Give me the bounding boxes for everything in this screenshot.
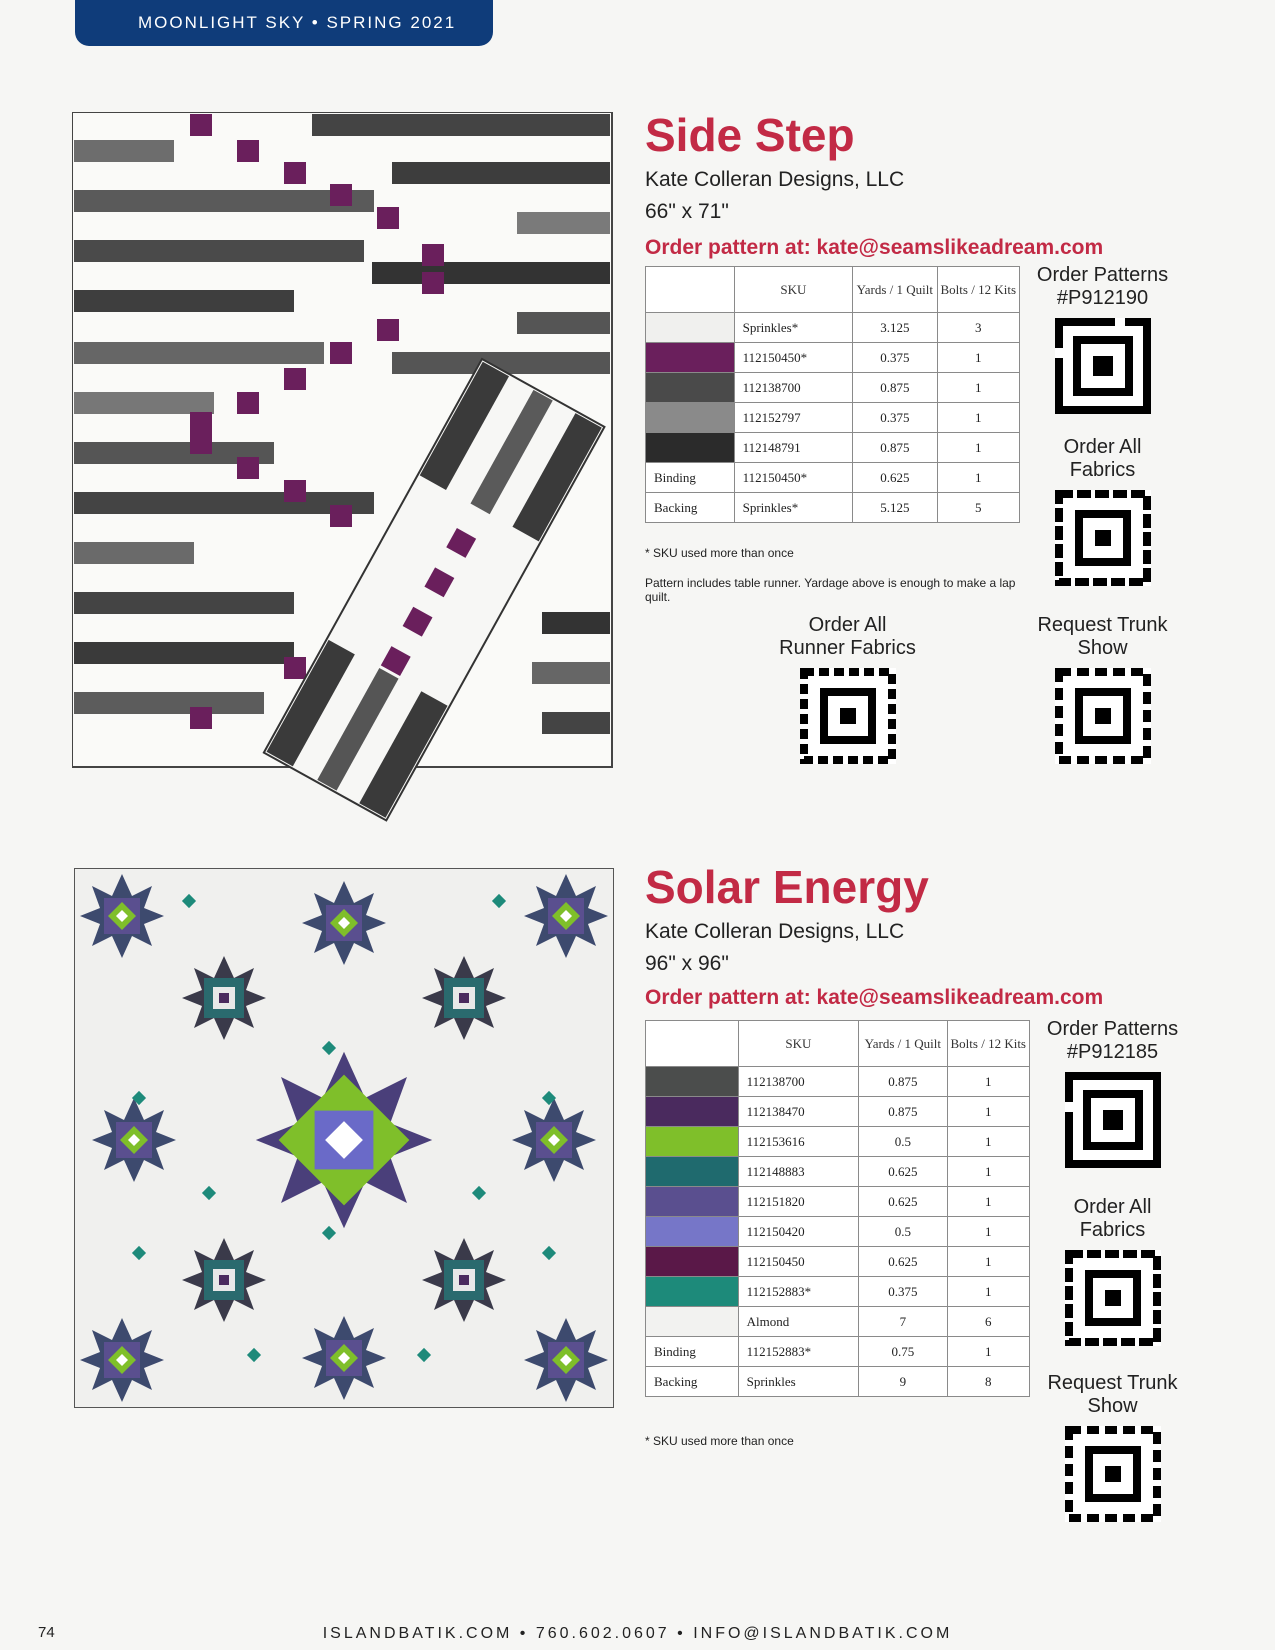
bolts-cell: 1 [937,343,1019,373]
yards-cell: 0.875 [853,373,937,403]
yards-cell: 0.375 [859,1277,947,1307]
table-row [646,463,1020,493]
qr-label: Request Trunk Show [1047,1372,1178,1417]
swatch-header [646,267,735,313]
fabric-swatch: Binding [646,463,735,493]
page-number: 74 [38,1624,55,1641]
side-step-title: Side Step [645,109,855,161]
yards-cell: 0.375 [853,343,937,373]
side-step-size: 66" x 71" [645,200,729,223]
solar-energy-qr-trunk-show[interactable] [1030,1372,1195,1522]
yards-cell: 0.875 [859,1097,947,1127]
sku-cell: 112138700 [738,1067,859,1097]
side-step-pattern-note: Pattern includes table runner. Yardage above is enough to make a lap quilt. [645,576,1016,604]
solar-energy-fabric-table [645,1020,1030,1397]
table-row [646,1367,1030,1397]
bolts-header: Bolts / 12 Kits [947,1021,1029,1067]
bolts-cell: 6 [947,1307,1029,1337]
table-row [646,1097,1030,1127]
solar-energy-sku-note: * SKU used more than once [645,1434,794,1448]
sku-header: SKU [738,1021,859,1067]
fabric-swatch [646,1277,739,1307]
qr-label: Order All Runner Fabrics [779,614,916,659]
solar-energy-title: Solar Energy [645,861,929,913]
fabric-swatch [646,1307,739,1337]
fabric-swatch [646,1217,739,1247]
fabric-swatch [646,1157,739,1187]
table-row [646,1157,1030,1187]
yards-cell: 9 [859,1367,947,1397]
qr-code-icon [1065,1250,1161,1346]
qr-code-icon [800,668,896,764]
yards-cell: 0.625 [859,1247,947,1277]
sku-cell: 112150450 [738,1247,859,1277]
bolts-cell: 1 [947,1247,1029,1277]
fabric-swatch [646,403,735,433]
qr-code-icon [1065,1426,1161,1522]
qr-code-icon [1055,490,1151,586]
bolts-cell: 1 [947,1157,1029,1187]
yards-cell: 0.5 [859,1127,947,1157]
sku-cell: Sprinkles [738,1367,859,1397]
yards-cell: 0.375 [853,403,937,433]
table-row [646,1217,1030,1247]
table-row [646,1187,1030,1217]
sku-cell: 112152883* [738,1277,859,1307]
yards-cell: 0.5 [859,1217,947,1247]
solar-energy-designer: Kate Colleran Designs, LLC [645,920,905,943]
side-step-qr-trunk-show[interactable] [1020,614,1185,764]
fabric-swatch [646,1067,739,1097]
table-row [646,493,1020,523]
bolts-cell: 1 [937,403,1019,433]
table-row [646,1337,1030,1367]
bolts-cell: 1 [947,1097,1029,1127]
yards-cell: 3.125 [853,313,937,343]
qr-label: Order Patterns #P912185 [1046,1018,1179,1063]
fabric-swatch [646,433,735,463]
swatch-header [646,1021,739,1067]
sku-cell: 112151820 [738,1187,859,1217]
bolts-cell: 1 [947,1067,1029,1097]
sku-cell: Almond [738,1307,859,1337]
fabric-swatch [646,1127,739,1157]
fabric-swatch: Backing [646,493,735,523]
fabric-swatch [646,1247,739,1277]
bolts-cell: 1 [937,373,1019,403]
solar-energy-qr-order-patterns[interactable] [1030,1018,1195,1168]
solar-energy-quilt-photo [74,868,614,1408]
table-row [646,1277,1030,1307]
bolts-cell: 1 [937,433,1019,463]
table-row [646,433,1020,463]
solar-energy-size: 96" x 96" [645,952,729,975]
sku-cell: Sprinkles* [734,493,853,523]
side-step-qr-order-patterns[interactable] [1020,264,1185,414]
yards-cell: 0.875 [859,1067,947,1097]
fabric-swatch [646,1187,739,1217]
fabric-swatch [646,373,735,403]
bolts-cell: 3 [937,313,1019,343]
issue-tab-label: MOONLIGHT SKY • SPRING 2021 [138,13,457,32]
sku-cell: 112152883* [738,1337,859,1367]
yards-cell: 0.625 [853,463,937,493]
bolts-header: Bolts / 12 Kits [937,267,1019,313]
bolts-cell: 1 [947,1127,1029,1157]
bolts-cell: 1 [937,463,1019,493]
yards-header: Yards / 1 Quilt [859,1021,947,1067]
sku-cell: 112153616 [738,1127,859,1157]
yards-cell: 0.625 [859,1187,947,1217]
side-step-quilt-photo [72,112,632,837]
side-step-qr-order-fabrics[interactable] [1020,436,1185,586]
sku-cell: 112148791 [734,433,853,463]
qr-code-icon [1055,668,1151,764]
bolts-cell: 1 [947,1187,1029,1217]
side-step-sku-note: * SKU used more than once [645,546,794,560]
yards-cell: 7 [859,1307,947,1337]
qr-label: Order All Fabrics [1063,436,1142,481]
yards-header: Yards / 1 Quilt [853,267,937,313]
bolts-cell: 1 [947,1217,1029,1247]
table-row [646,1247,1030,1277]
yards-cell: 5.125 [853,493,937,523]
sku-cell: 112152797 [734,403,853,433]
sku-cell: Sprinkles* [734,313,853,343]
fabric-swatch [646,1097,739,1127]
sku-header: SKU [734,267,853,313]
bolts-cell: 8 [947,1367,1029,1397]
sku-cell: 112148883 [738,1157,859,1187]
qr-label: Order All Fabrics [1073,1196,1152,1241]
table-row [646,1307,1030,1337]
yards-cell: 0.625 [859,1157,947,1187]
yards-cell: 0.75 [859,1337,947,1367]
qr-code-icon [1055,318,1151,414]
table-row [646,343,1020,373]
bolts-cell: 1 [947,1337,1029,1367]
qr-label: Order Patterns #P912190 [1036,264,1169,309]
sku-cell: 112138700 [734,373,853,403]
solar-energy-order-link[interactable]: Order pattern at: kate@seamslikeadream.com [645,986,1104,1009]
sku-cell: 112150450* [734,463,853,493]
sku-cell: 112138470 [738,1097,859,1127]
footer-contact[interactable]: ISLANDBATIK.COM • 760.602.0607 • INFO@ISLANDBATIK.COM [322,1625,953,1642]
table-row [646,1127,1030,1157]
sku-cell: 112150450* [734,343,853,373]
qr-label: Request Trunk Show [1037,614,1168,659]
table-row [646,403,1020,433]
table-row [646,373,1020,403]
fabric-swatch [646,313,735,343]
side-step-qr-runner-fabrics[interactable] [765,614,930,764]
solar-energy-qr-order-fabrics[interactable] [1030,1196,1195,1346]
yards-cell: 0.875 [853,433,937,463]
qr-code-icon [1065,1072,1161,1168]
side-step-designer: Kate Colleran Designs, LLC [645,168,905,191]
fabric-swatch: Backing [646,1367,739,1397]
table-row [646,1067,1030,1097]
side-step-fabric-table [645,266,1020,523]
table-row [646,313,1020,343]
fabric-swatch [646,343,735,373]
issue-tab [75,0,493,46]
side-step-order-link[interactable]: Order pattern at: kate@seamslikeadream.com [645,236,1104,259]
bolts-cell: 1 [947,1277,1029,1307]
bolts-cell: 5 [937,493,1019,523]
sku-cell: 112150420 [738,1217,859,1247]
fabric-swatch: Binding [646,1337,739,1367]
